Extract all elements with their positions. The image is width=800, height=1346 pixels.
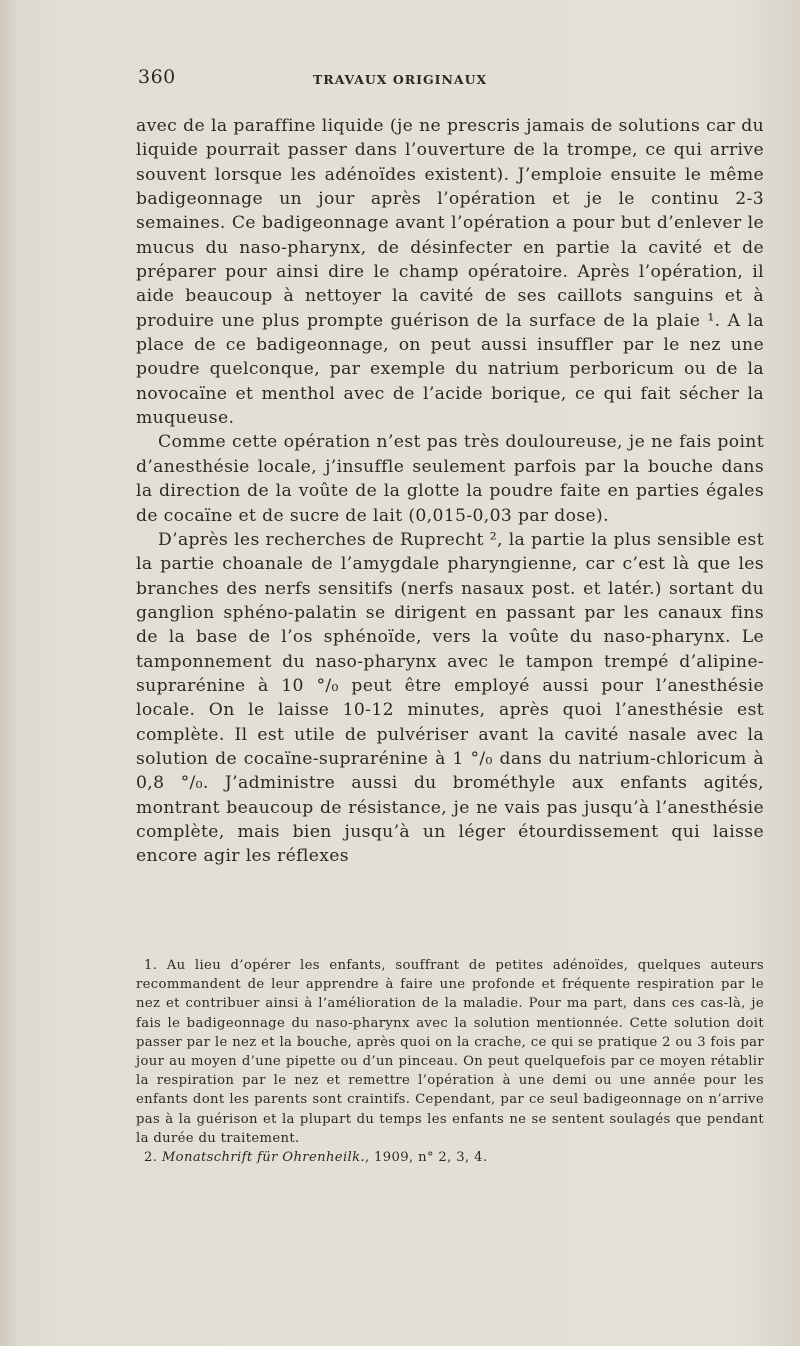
page-header <box>138 66 758 90</box>
footnote-2-journal: Monatschrift für Ohrenheilk. <box>161 1150 365 1166</box>
running-head: TRAVAUX ORIGINAUX <box>313 72 488 87</box>
footnote-2-citation: , 1909, n° 2, 3, 4. <box>364 1150 488 1166</box>
footnote-1: 1. Au lieu d’opérer les enfants, souffrant de petites adénoïdes, quelques auteurs recommandent de leur apprendre à faire une profonde et fréquente respiration par le nez et contribuer ainsi à l’amélioration de la maladie. Pour ma part, dans ces cas-là, je fais le badigeonnage du naso-pharynx avec la solution mentionnée. Cette solution doit passer par le nez et la bouche, après quoi on la crache, ce qui se pratique 2 ou 3 fois par jour au moyen d’une pipette ou d’un pinceau. On peut quelquefois par ce moyen rétablir la respiration par le nez et remettre l’opération à une demi ou une année pour les enfants dont les parents sont craintifs. Cependant, par ce seul badigeonnage on n’arrive pas à la guérison et la plupart du temps les enfants ne se sentent soulagés que pendant la durée du traitement. <box>136 958 764 1146</box>
footnotes <box>136 956 764 1167</box>
page-number: 360 <box>138 66 176 88</box>
paragraph-1: avec de la paraffine liquide (je ne prescris jamais de solutions car du liquide pourrait passer dans l’ouverture de la trompe, ce qui arrive souvent lorsque les adénoïdes existent). J’emploie ensuite le même badigeonnage un jour après l’opération et je le continu 2-3 semaines. Ce badigeonnage avant l’opération a pour but d’enlever le mucus du naso-pharynx, de désinfecter en partie la cavité et de préparer pour ainsi dire le champ opératoire. Après l’opération, il aide beaucoup à nettoyer la cavité de ses caillots sanguins et à produire une plus prompte guérison de la surface de la plaie ¹. A la place de ce badigeonnage, on peut aussi insuffler par le nez une poudre quelconque, par exemple du natrium perboricum ou de la novocaïne et menthol avec de l’acide borique, ce qui fait sécher la muqueuse. <box>136 116 764 429</box>
body-text <box>136 114 764 869</box>
footnote-2 <box>136 1148 764 1167</box>
footnote-2-number: 2. <box>144 1150 162 1166</box>
paragraph-3: D’après les recherches de Ruprecht ², la partie la plus sensible est la partie choanale de l’amygdale pharyngienne, car c’est là que les branches des nerfs sensitifs (nerfs nasaux post. et latér.) sortant du ganglion sphéno-palatin se dirigent en passant par les canaux fins de la base de l’os sphénoïde, vers la voûte du naso-pharynx. Le tamponnement du naso-pharynx avec le tampon trempé d’alipine-suprarénine à 10 °/₀ peut être employé aussi pour l’anesthésie locale. On le laisse 10-12 minutes, après quoi l’anesthésie est complète. Il est utile de pulvériser avant la cavité nasale avec la solution de cocaïne-suprarénine à 1 °/₀ dans du natrium-chloricum à 0,8 °/₀. J’administre aussi du brométhyle aux enfants agités, montrant beaucoup de résistance, je ne vais pas jusqu’à l’anesthésie complète, mais bien jusqu’à un léger étourdissement qui laisse encore agir les réflexes <box>136 529 764 867</box>
paragraph-2: Comme cette opération n’est pas très douloureuse, je ne fais point d’anesthésie locale, j’insuffle seulement parfois par la bouche dans la direction de la voûte de la glotte la poudre faite en parties égales de cocaïne et de sucre de lait (0,015-0,03 par dose). <box>136 432 764 526</box>
